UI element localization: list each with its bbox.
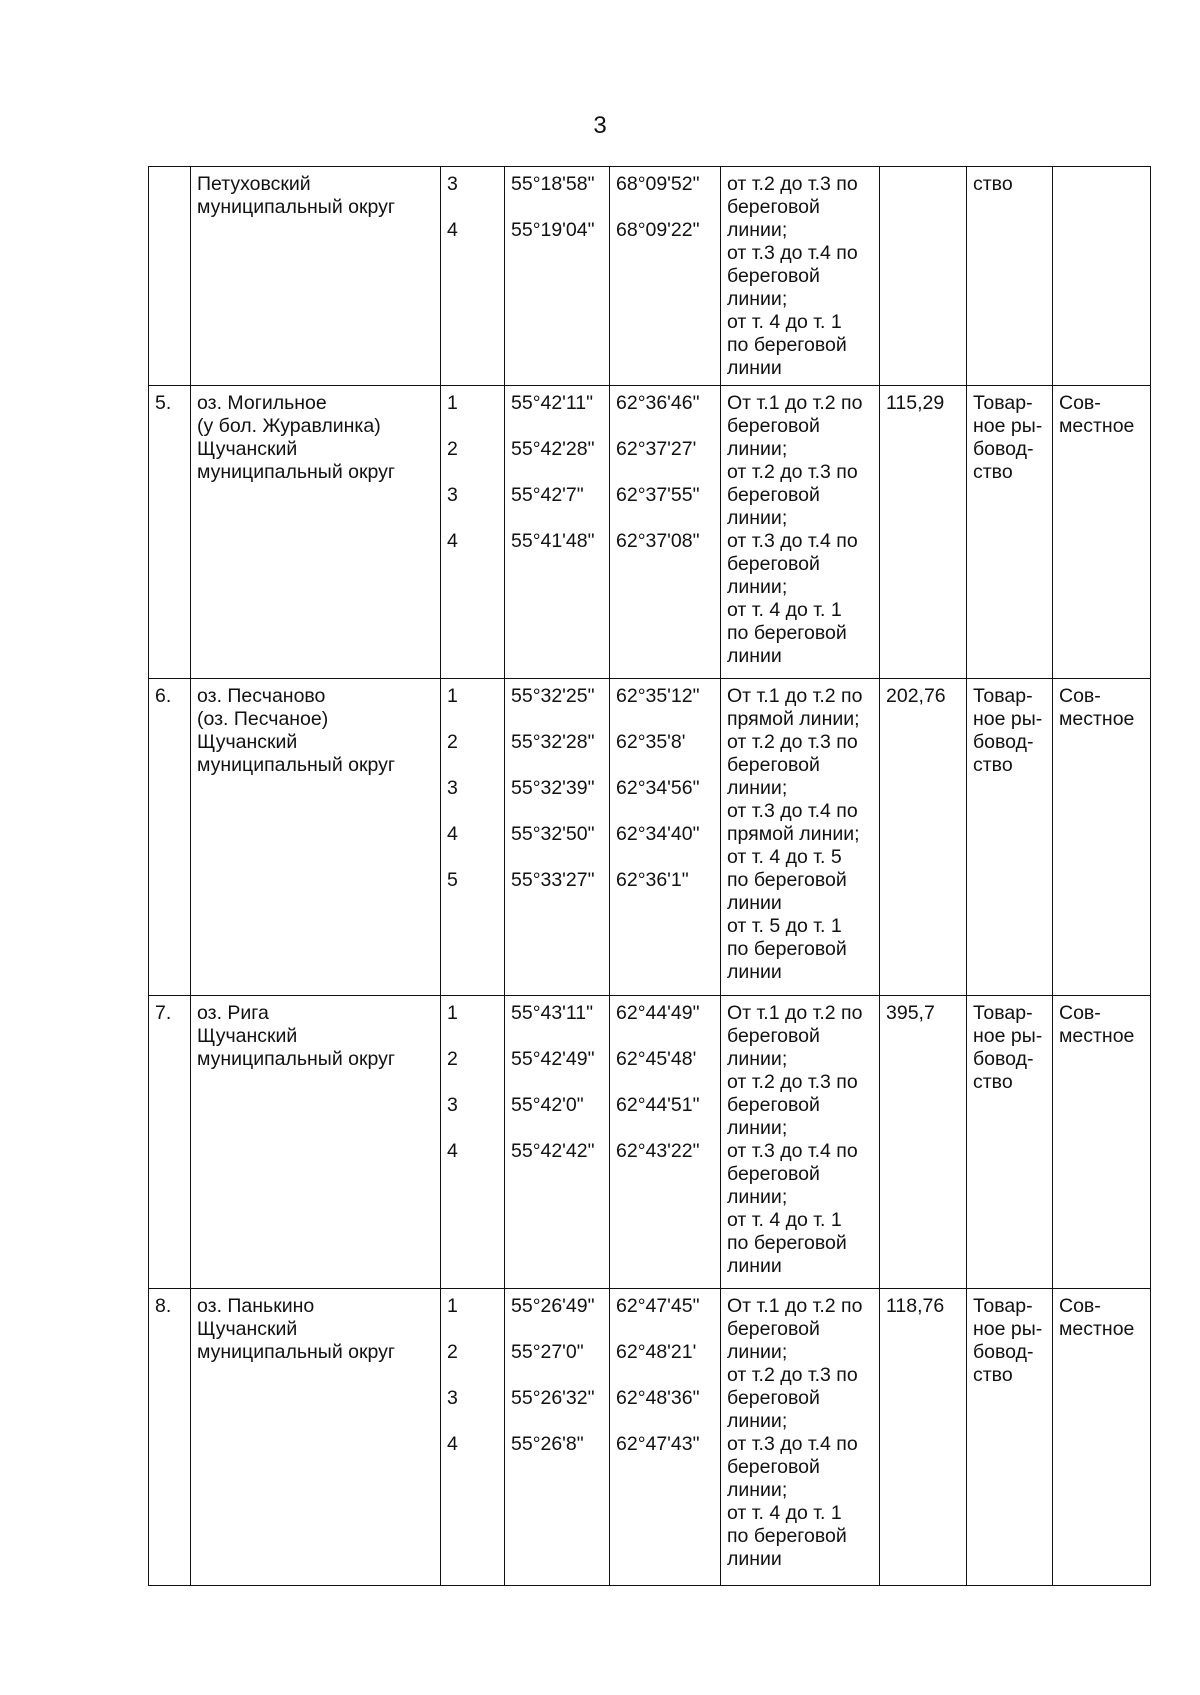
water-body-name: оз. Панькино Щучанский муниципальный округ — [191, 1289, 441, 1586]
points-entry: 1 — [447, 685, 458, 707]
table-row — [149, 996, 1151, 1289]
lon-entry: 62°47'43" — [616, 1433, 700, 1455]
lon-entry: 62°34'40" — [616, 823, 700, 845]
lat-entry: 55°32'50" — [511, 823, 595, 845]
points-entry: 4 — [447, 1433, 458, 1455]
table-row — [149, 1289, 1151, 1586]
lat-entry: 55°32'28" — [511, 731, 595, 753]
points-entry: 4 — [447, 219, 458, 241]
lat-entry: 55°26'32" — [511, 1387, 595, 1409]
lon-entry: 62°45'48' — [616, 1048, 697, 1070]
lon-entry: 62°37'08" — [616, 530, 700, 552]
area-value: 202,76 — [880, 679, 967, 996]
row-number: 6. — [149, 679, 191, 996]
points-entry: 3 — [447, 1387, 458, 1409]
usage-mode: Сов- местное — [1053, 386, 1151, 679]
lat-entry: 55°27'0" — [511, 1341, 584, 1363]
boundary-description: От т.1 до т.2 по береговой линии; от т.2 до т.3 по береговой линии; от т.3 до т.4 по береговой линии; от т. 4 до т. 1 по береговой линии — [721, 996, 880, 1289]
area-value — [880, 167, 967, 386]
area-value: 118,76 — [880, 1289, 967, 1586]
table-row — [149, 679, 1151, 996]
usage-mode: Сов- местное — [1053, 1289, 1151, 1586]
row-number: 8. — [149, 1289, 191, 1586]
points-entry: 1 — [447, 1295, 458, 1317]
longitudes — [610, 167, 721, 386]
fishery-type: Товар- ное ры- бовод- ство — [967, 679, 1053, 996]
boundary-description: От т.1 до т.2 по береговой линии; от т.2 до т.3 по береговой линии; от т.3 до т.4 по береговой линии; от т. 4 до т. 1 по береговой линии — [721, 386, 880, 679]
points-entry: 2 — [447, 731, 458, 753]
lon-entry: 62°48'36" — [616, 1387, 700, 1409]
lat-entry: 55°26'8" — [511, 1433, 584, 1455]
row-number: 7. — [149, 996, 191, 1289]
fishery-type: Товар- ное ры- бовод- ство — [967, 996, 1053, 1289]
point-numbers — [441, 386, 505, 679]
area-value: 395,7 — [880, 996, 967, 1289]
lon-entry: 62°44'49" — [616, 1002, 700, 1024]
water-body-name: оз. Рига Щучанский муниципальный округ — [191, 996, 441, 1289]
usage-mode: Сов- местное — [1053, 679, 1151, 996]
lat-entry: 55°42'7" — [511, 484, 584, 506]
page-number: 3 — [593, 112, 607, 139]
points-entry: 4 — [447, 530, 458, 552]
fishing-areas-table — [148, 166, 1151, 1586]
lat-entry: 55°19'04" — [511, 219, 595, 241]
lat-entry: 55°33'27" — [511, 869, 595, 891]
points-entry: 1 — [447, 392, 458, 414]
lon-entry: 62°36'46" — [616, 392, 700, 414]
row-number — [149, 167, 191, 386]
boundary-description: От т.1 до т.2 по прямой линии; от т.2 до т.3 по береговой линии; от т.3 до т.4 по прямой линии; от т. 4 до т. 5 по береговой линии от т. 5 до т. 1 по береговой линии — [721, 679, 880, 996]
boundary-description: От т.1 до т.2 по береговой линии; от т.2 до т.3 по береговой линии; от т.3 до т.4 по береговой линии; от т. 4 до т. 1 по береговой линии — [721, 1289, 880, 1586]
lat-entry: 55°43'11" — [511, 1002, 594, 1024]
lon-entry: 68°09'22" — [616, 219, 700, 241]
longitudes — [610, 679, 721, 996]
latitudes — [505, 679, 610, 996]
fishery-type: Товар- ное ры- бовод- ство — [967, 386, 1053, 679]
point-numbers — [441, 996, 505, 1289]
points-entry: 1 — [447, 1002, 458, 1024]
longitudes — [610, 1289, 721, 1586]
fishery-type: ство — [967, 167, 1053, 386]
lon-entry: 62°34'56" — [616, 777, 700, 799]
lat-entry: 55°26'49" — [511, 1295, 595, 1317]
point-numbers — [441, 1289, 505, 1586]
row-number: 5. — [149, 386, 191, 679]
longitudes — [610, 996, 721, 1289]
lat-entry: 55°18'58" — [511, 173, 595, 195]
latitudes — [505, 386, 610, 679]
latitudes — [505, 1289, 610, 1586]
lat-entry: 55°42'49" — [511, 1048, 595, 1070]
point-numbers — [441, 167, 505, 386]
lon-entry: 62°48'21' — [616, 1341, 697, 1363]
lat-entry: 55°32'39" — [511, 777, 595, 799]
lon-entry: 62°35'12" — [616, 685, 700, 707]
table-row — [149, 167, 1151, 386]
longitudes — [610, 386, 721, 679]
lat-entry: 55°32'25" — [511, 685, 595, 707]
water-body-name: оз. Песчаново (оз. Песчаное) Щучанский муниципальный округ — [191, 679, 441, 996]
lon-entry: 68°09'52" — [616, 173, 700, 195]
points-entry: 4 — [447, 1140, 458, 1162]
table-row — [149, 386, 1151, 679]
fishery-type: Товар- ное ры- бовод- ство — [967, 1289, 1053, 1586]
points-entry: 2 — [447, 1341, 458, 1363]
points-entry: 3 — [447, 484, 458, 506]
lon-entry: 62°47'45" — [616, 1295, 700, 1317]
boundary-description: от т.2 до т.3 по береговой линии; от т.3 до т.4 по береговой линии; от т. 4 до т. 1 по береговой линии — [721, 167, 880, 386]
lat-entry: 55°42'11" — [511, 392, 594, 414]
water-body-name: оз. Могильное (у бол. Журавлинка) Щучанский муниципальный округ — [191, 386, 441, 679]
latitudes — [505, 996, 610, 1289]
lon-entry: 62°35'8' — [616, 731, 686, 753]
points-entry: 3 — [447, 1094, 458, 1116]
lon-entry: 62°37'55" — [616, 484, 700, 506]
lat-entry: 55°42'0" — [511, 1094, 584, 1116]
usage-mode — [1053, 167, 1151, 386]
point-numbers — [441, 679, 505, 996]
lon-entry: 62°37'27' — [616, 438, 697, 460]
points-entry: 4 — [447, 823, 458, 845]
lon-entry: 62°36'1" — [616, 869, 689, 891]
latitudes — [505, 167, 610, 386]
points-entry: 3 — [447, 777, 458, 799]
area-value: 115,29 — [880, 386, 967, 679]
points-entry: 3 — [447, 173, 458, 195]
lon-entry: 62°44'51" — [616, 1094, 700, 1116]
water-body-name: Петуховский муниципальный округ — [191, 167, 441, 386]
lat-entry: 55°42'42" — [511, 1140, 595, 1162]
points-entry: 2 — [447, 438, 458, 460]
table-body — [149, 167, 1151, 1586]
lon-entry: 62°43'22" — [616, 1140, 700, 1162]
lat-entry: 55°42'28" — [511, 438, 595, 460]
usage-mode: Сов- местное — [1053, 996, 1151, 1289]
points-entry: 2 — [447, 1048, 458, 1070]
points-entry: 5 — [447, 869, 458, 891]
lat-entry: 55°41'48" — [511, 530, 595, 552]
